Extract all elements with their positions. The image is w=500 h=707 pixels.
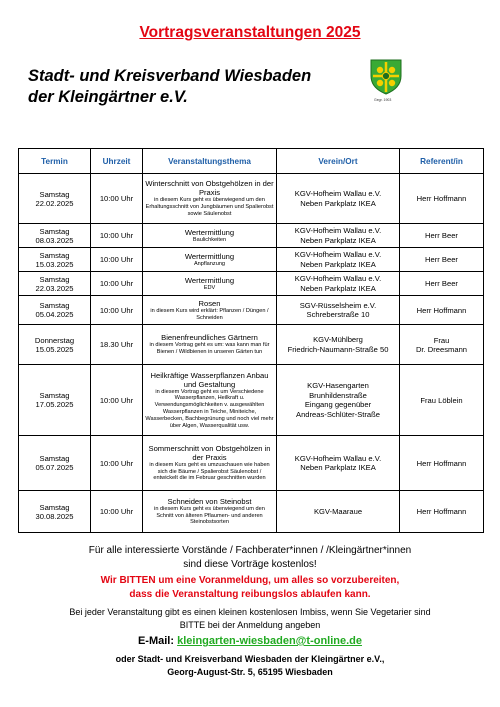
- weekday: Samstag: [39, 250, 70, 260]
- table-header-row: [19, 149, 484, 174]
- club-name: KGV-Mühlberg: [313, 335, 363, 344]
- topic-cell: [143, 436, 277, 491]
- topic-detail: in diesem Vortrag geht es um Verschiedene Wasserpflanzen, Heilkraft u. Verwendungsmöglichkeiten v. ausgewählten Wasserpflanzen in Teiche, Miniteiche, Wasserbecken, Bachbegrünung und noch viel mehr über Algen, Wasserqualität usw.: [145, 388, 274, 429]
- topic-title: Wertermittlung: [184, 251, 235, 261]
- date-cell: [19, 174, 91, 224]
- request-line-1: Wir BITTEN um eine Voranmeldung, um alles so vorzubereiten,: [100, 575, 400, 586]
- date: 08.03.2025: [35, 235, 74, 245]
- club-place-2: Eingang gegenüber: [304, 400, 372, 409]
- header-verein: Verein/Ort: [277, 149, 400, 174]
- weekday: Samstag: [39, 301, 70, 310]
- time-cell: 10:00 Uhr: [91, 248, 143, 272]
- audience-note: [0, 544, 500, 571]
- logo-caption: Gegr. 1903: [374, 98, 392, 102]
- table-row: [19, 174, 484, 224]
- club-place: Friedrich-Naumann-Straße 50: [287, 344, 389, 354]
- time-cell: 10:00 Uhr: [91, 174, 143, 224]
- speaker-name: Herr Beer: [425, 231, 458, 240]
- time-cell: 18.30 Uhr: [91, 325, 143, 365]
- email-contact: [0, 634, 500, 648]
- weekday: Samstag: [39, 226, 70, 236]
- postal-contact: [0, 653, 500, 678]
- date: 15.05.2025: [35, 344, 74, 354]
- speaker-cell: [400, 174, 484, 224]
- topic-title: Rosen: [198, 298, 221, 308]
- topic-cell: [143, 224, 277, 248]
- topic-title: Wertermittlung: [184, 227, 235, 237]
- speaker-name-2: Dr. Dreesmann: [415, 344, 468, 354]
- date: 17.05.2025: [35, 400, 74, 409]
- topic-detail: Baulichkeiten: [192, 236, 227, 243]
- weekday: Donnerstag: [34, 335, 75, 345]
- topic-detail: in diesem Kurs geht es überwiegend um den Schnitt von älteren Pflaumen- und anderen Steinobstsorten: [154, 505, 265, 526]
- topic-cell: [143, 272, 277, 296]
- speaker-name: Herr Hoffmann: [416, 194, 467, 203]
- speaker-cell: [400, 296, 484, 325]
- club-cell: [277, 436, 400, 491]
- audience-line-2: sind diese Vorträge kostenlos!: [183, 558, 317, 570]
- email-link[interactable]: kleingarten-wiesbaden@t-online.de: [177, 635, 363, 647]
- speaker-cell: [400, 491, 484, 533]
- date-cell: [19, 491, 91, 533]
- speaker-name: Herr Hoffmann: [416, 305, 467, 315]
- topic-cell: [143, 365, 277, 436]
- club-name: SGV-Rüsselsheim e.V.: [299, 300, 377, 310]
- speaker-name: Herr Beer: [425, 279, 458, 288]
- header-uhrzeit: Uhrzeit: [91, 149, 143, 174]
- speaker-name: Frau Löblein: [420, 395, 463, 405]
- email-label: E-Mail:: [137, 635, 175, 647]
- date: 22.03.2025: [35, 283, 74, 293]
- speaker-cell: [400, 436, 484, 491]
- speaker-cell: [400, 248, 484, 272]
- club-cell: [277, 174, 400, 224]
- date-cell: [19, 296, 91, 325]
- footer-line-2: Georg-August-Str. 5, 65195 Wiesbaden: [167, 666, 333, 677]
- topic-title: Heilkräftige Wasserpflanzen Anbau und Gestaltung: [150, 370, 269, 389]
- club-name: KGV-Maaraue: [313, 506, 363, 516]
- weekday: Samstag: [39, 189, 70, 199]
- table-row: [19, 296, 484, 325]
- club-cell: [277, 224, 400, 248]
- snack-line-2: BITTE bei der Anmeldung angeben: [179, 619, 321, 630]
- topic-cell: [143, 174, 277, 224]
- table-row: [19, 224, 484, 248]
- table-row: [19, 325, 484, 365]
- header-referent: Referent/in: [400, 149, 484, 174]
- club-place-3: Andreas-Schlüter-Straße: [296, 409, 380, 419]
- date-cell: [19, 272, 91, 296]
- topic-cell: [143, 325, 277, 365]
- club-cell: [277, 272, 400, 296]
- speaker-cell: [400, 365, 484, 436]
- time-cell: 10:00 Uhr: [91, 436, 143, 491]
- speaker-cell: [400, 272, 484, 296]
- snack-note: [0, 606, 500, 631]
- topic-detail: in diesem Kurs wird erklärt: Pflanzen / Düngen / Schneiden: [150, 307, 269, 321]
- header-termin: Termin: [19, 149, 91, 174]
- speaker-cell: [400, 325, 484, 365]
- date-cell: [19, 365, 91, 436]
- audience-line-1: Für alle interessierte Vorstände / Fachberater*innen / /Kleingärtner*innen: [88, 545, 412, 556]
- table-row: [19, 248, 484, 272]
- topic-title: Wertermittlung: [184, 275, 235, 285]
- organization-name: [28, 66, 311, 108]
- club-cell: [277, 296, 400, 325]
- speaker-name: Frau: [433, 335, 450, 345]
- snack-line-1: Bei jeder Veranstaltung gibt es einen kleinen kostenlosen Imbiss, wenn Sie Vegetarier sind: [69, 607, 431, 617]
- club-name: KGV-Hofheim Wallau e.V.: [294, 453, 382, 463]
- topic-detail: in diesem Vortrag geht es um: was kann man für Bienen / Wildbienen in unseren Gärten tun: [149, 342, 270, 355]
- topic-cell: [143, 491, 277, 533]
- request-line-2: dass die Veranstaltung reibungslos ablaufen kann.: [129, 588, 371, 600]
- date: 05.07.2025: [35, 463, 74, 472]
- time-cell: 10:00 Uhr: [91, 296, 143, 325]
- registration-request: [0, 574, 500, 601]
- header-thema: Veranstaltungsthema: [143, 149, 277, 174]
- date: 22.02.2025: [35, 198, 74, 208]
- topic-cell: [143, 296, 277, 325]
- topic-detail: Anpflanzung: [193, 260, 226, 267]
- club-place: Neben Parkplatz IKEA: [300, 235, 376, 245]
- club-place: Neben Parkplatz IKEA: [300, 283, 376, 293]
- club-name: KGV-Hofheim Wallau e.V.: [294, 189, 382, 198]
- date-cell: [19, 224, 91, 248]
- weekday: Samstag: [39, 454, 70, 463]
- topic-detail: in diesem Kurs geht es überwiegend um den Erhaltungsschnitt von Jungbäumen und Spalierobst sowie Säulenobst: [145, 197, 274, 217]
- date-cell: [19, 325, 91, 365]
- weekday: Samstag: [39, 502, 70, 512]
- table-row: [19, 365, 484, 436]
- event-schedule-table: [18, 148, 484, 533]
- club-cell: [277, 325, 400, 365]
- topic-title: Schneiden von Steinobst: [167, 496, 252, 506]
- topic-title: Sommerschnitt von Obstgehölzen in der Praxis: [148, 443, 271, 462]
- time-cell: 10:00 Uhr: [91, 224, 143, 248]
- footer-line-1: oder Stadt- und Kreisverband Wiesbaden der Kleingärtner e.V.,: [115, 654, 385, 664]
- topic-cell: [143, 248, 277, 272]
- topic-detail: in diesem Kurs geht es umzuschauen wie haben sich die Bäume / Spalierobst Säulenobst / entwickelt die im Februar geschnitten wurden: [149, 461, 270, 482]
- club-place: Schreberstraße 10: [306, 310, 370, 319]
- table-row: [19, 491, 484, 533]
- club-place: Neben Parkplatz IKEA: [300, 198, 376, 208]
- club-name: KGV-Hasengarten: [307, 381, 369, 390]
- topic-title: Bienenfreundliches Gärtnern: [161, 333, 258, 343]
- club-name: KGV-Hofheim Wallau e.V.: [294, 274, 382, 283]
- club-place: Neben Parkplatz IKEA: [300, 463, 376, 472]
- time-cell: 10:00 Uhr: [91, 272, 143, 296]
- club-place: Brunhildenstraße: [309, 390, 367, 400]
- topic-title: Winterschnitt von Obstgehölzen in der Praxis: [145, 179, 274, 198]
- club-name: KGV-Hofheim Wallau e.V.: [294, 226, 382, 235]
- table-row: [19, 272, 484, 296]
- club-cell: [277, 248, 400, 272]
- club-cell: [277, 491, 400, 533]
- club-name: KGV-Hofheim Wallau e.V.: [294, 250, 382, 259]
- org-line-1: Stadt- und Kreisverband Wiesbaden: [28, 67, 312, 85]
- time-cell: 10:00 Uhr: [91, 365, 143, 436]
- document-title: Vortragsveranstaltungen 2025: [139, 24, 361, 41]
- speaker-name: Herr Hoffmann: [416, 458, 467, 468]
- topic-detail: EDV: [203, 284, 216, 291]
- weekday: Samstag: [39, 274, 70, 284]
- date: 05.04.2025: [35, 310, 74, 319]
- time-cell: 10:00 Uhr: [91, 491, 143, 533]
- date: 15.03.2025: [35, 259, 74, 269]
- association-logo-icon: [366, 56, 406, 96]
- club-cell: [277, 365, 400, 436]
- club-place: Neben Parkplatz IKEA: [300, 259, 376, 269]
- date-cell: [19, 436, 91, 491]
- speaker-name: Herr Hoffmann: [416, 507, 467, 516]
- weekday: Samstag: [39, 391, 70, 400]
- table-row: [19, 436, 484, 491]
- date-cell: [19, 248, 91, 272]
- speaker-name: Herr Beer: [425, 255, 458, 264]
- speaker-cell: [400, 224, 484, 248]
- date: 30.08.2025: [35, 511, 74, 521]
- org-line-2: der Kleingärtner e.V.: [28, 88, 188, 106]
